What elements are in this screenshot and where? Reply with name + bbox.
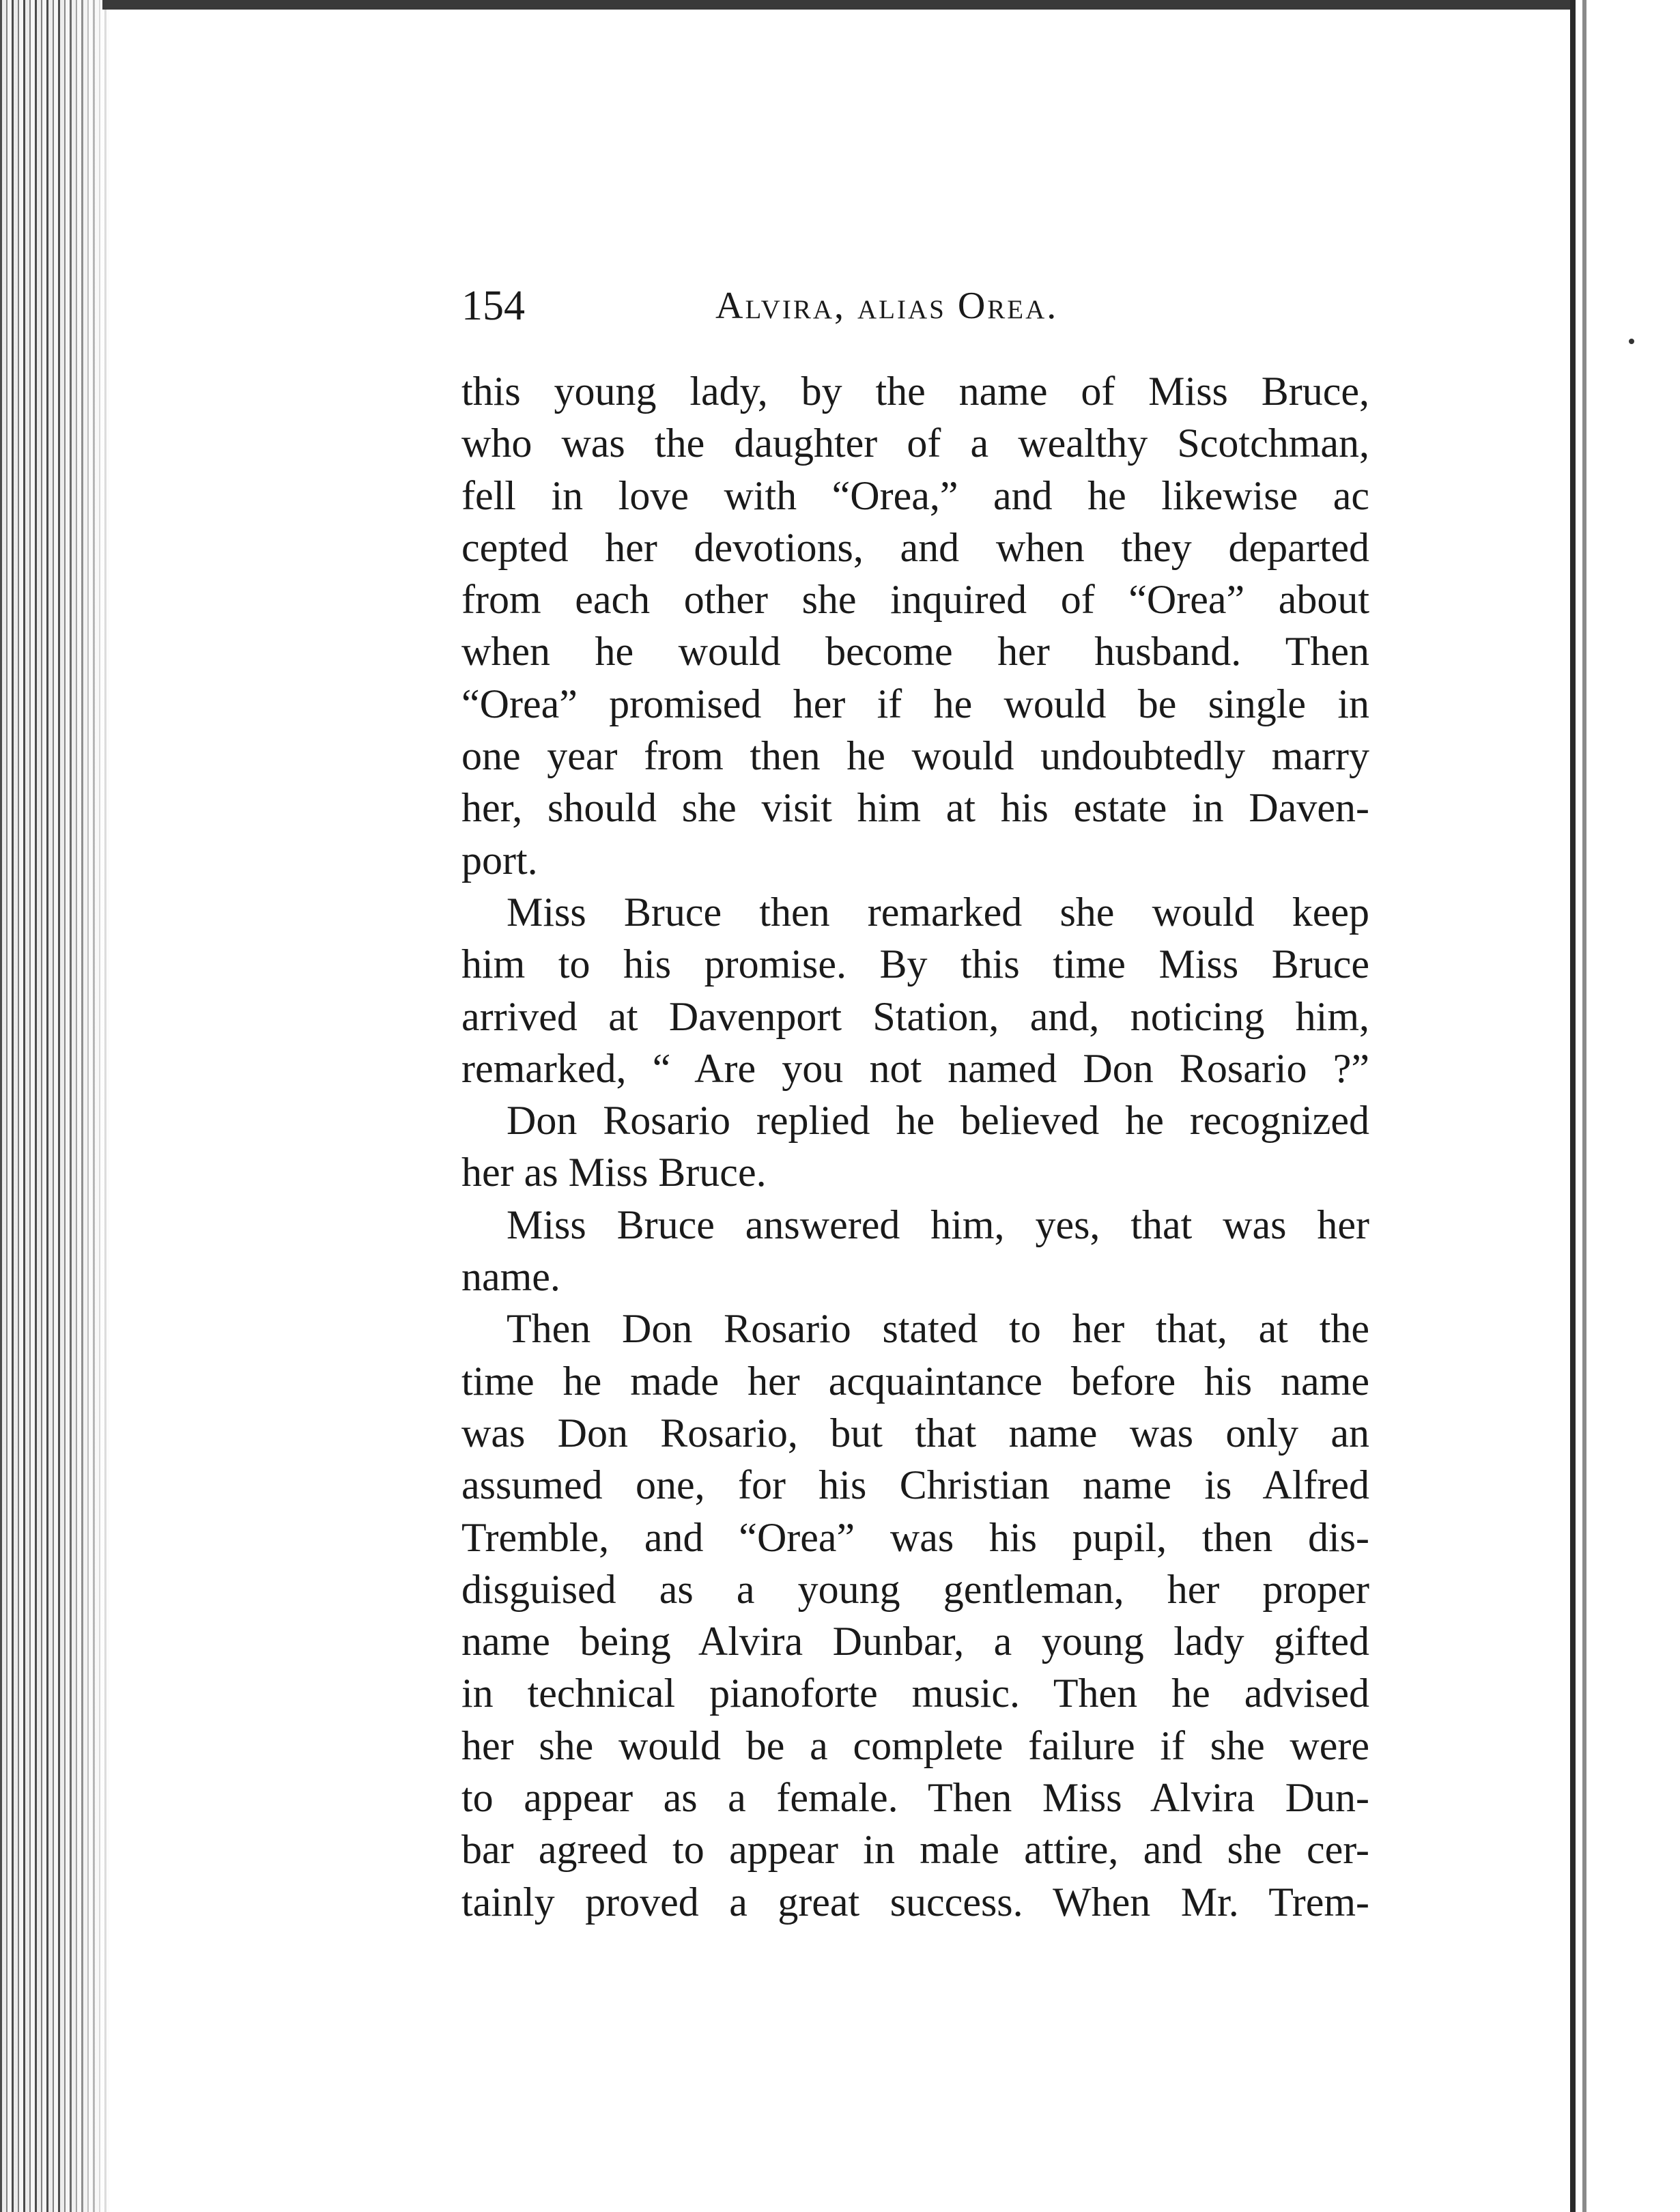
text-line: when he would become her husband. Then [461,629,1369,675]
text-line: cepted her devotions, and when they departed [461,524,1369,570]
text-line: her she would be a complete failure if she were [461,1722,1369,1768]
text-line: one year from then he would undoubtedly marry [461,733,1369,779]
text-line: who was the daughter of a wealthy Scotchman, [461,421,1369,466]
page-number: 154 [461,283,525,329]
text-line: name. [461,1254,560,1300]
text-line: her as Miss Bruce. [461,1150,767,1195]
text-line: bar agreed to appear in male attire, and she cer- [461,1827,1369,1873]
text-line: Don Rosario replied he believed he recognized [507,1098,1369,1144]
text-line: in technical pianoforte music. Then he advised [461,1671,1369,1716]
running-title: Alvira, alias Orea. [715,285,1059,327]
text-line: tainly proved a great success. When Mr. Trem- [461,1879,1369,1925]
text-line: to appear as a female. Then Miss Alvira Dun- [461,1775,1369,1821]
text-line: assumed one, for his Christian name is Alfred [461,1462,1369,1508]
text-line: Tremble, and “Orea” was his pupil, then dis- [461,1514,1369,1560]
text-line: Miss Bruce answered him, yes, that was her [507,1202,1369,1247]
ink-speck [1629,339,1634,344]
page-edge-shadow [61,0,116,2212]
text-line: was Don Rosario, but that name was only an [461,1410,1369,1456]
text-line: this young lady, by the name of Miss Bruce, [461,369,1369,414]
text-line: port. [461,837,538,883]
text-line: Then Don Rosario stated to her that, at the [507,1306,1369,1352]
text-line: from each other she inquired of “Orea” about [461,577,1369,623]
right-page-edge-line [1582,0,1586,2212]
page-header [461,279,1369,333]
body-text [461,365,1369,1928]
text-line: time he made her acquaintance before his name [461,1358,1369,1404]
top-border [102,0,1577,10]
text-line: remarked, “ Are you not named Don Rosario ?” [461,1045,1369,1091]
right-page-edge [1570,0,1680,2212]
text-line: her, should she visit him at his estate in Daven- [461,785,1369,831]
text-line: fell in love with “Orea,” and he likewise ac [461,472,1369,518]
text-line: name being Alvira Dunbar, a young lady gifted [461,1619,1369,1664]
text-line: arrived at Davenport Station, and, noticing him, [461,993,1369,1039]
text-line: “Orea” promised her if he would be single in [461,681,1369,726]
text-line: Miss Bruce then remarked she would keep [507,889,1369,935]
text-line: him to his promise. By this time Miss Bruce [461,941,1369,987]
text-line: disguised as a young gentleman, her proper [461,1566,1369,1612]
